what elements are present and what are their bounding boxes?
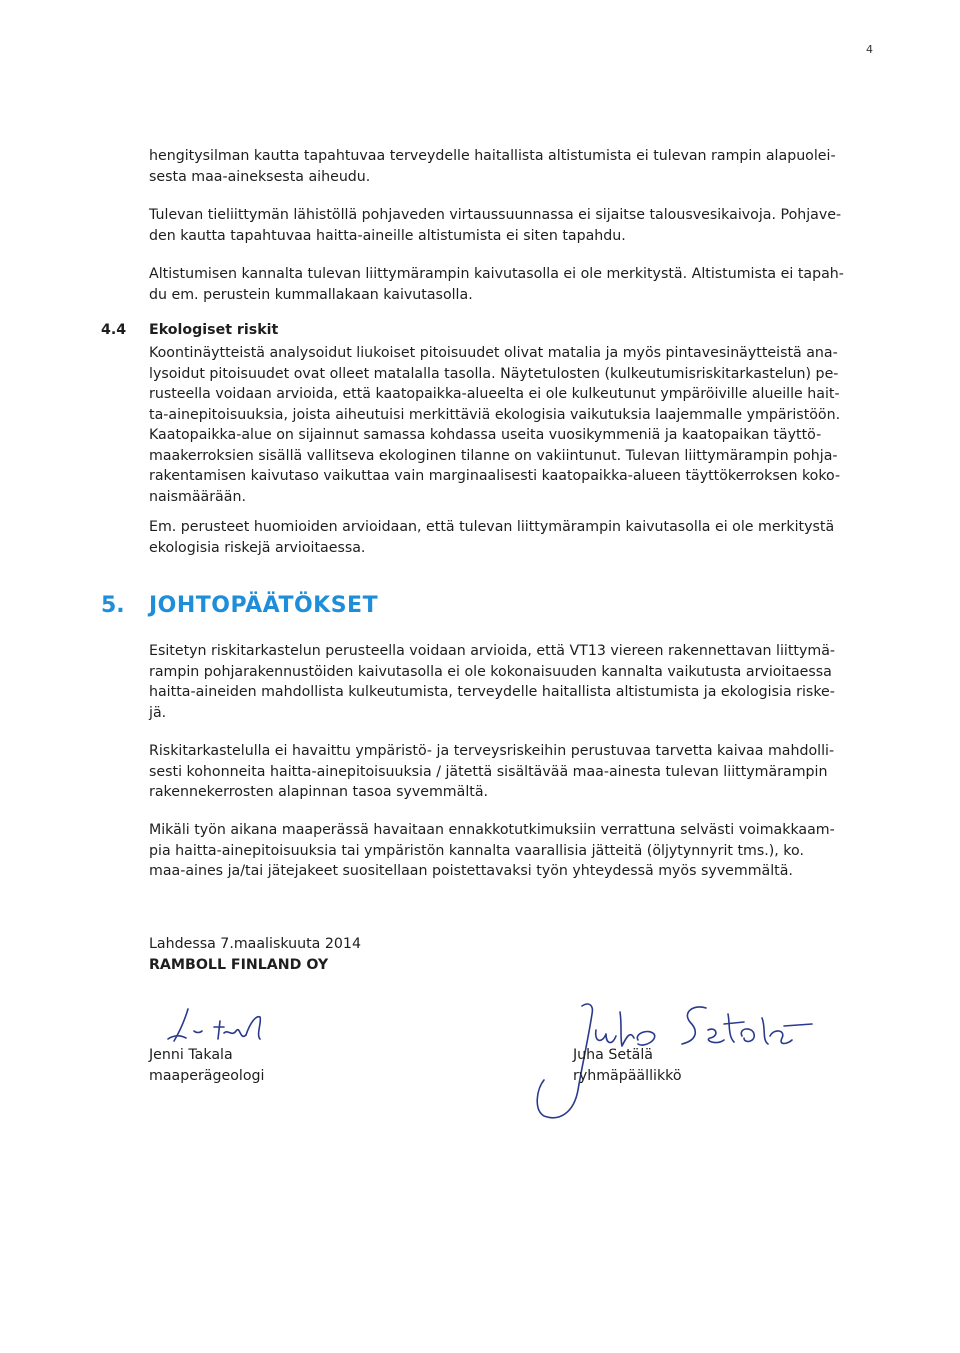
signatory-name: Juha Setälä bbox=[573, 1047, 653, 1063]
text-line: ekologisia riskejä arvioitaessa. bbox=[149, 539, 366, 556]
text-line: maa-aines ja/tai jätejakeet suositellaan poistettavaksi työn yhteydessä myös syvemmältä. bbox=[149, 863, 793, 879]
text-line: rakennekerrosten alapinnan tasoa syvemmältä. bbox=[149, 784, 489, 800]
text-line: sesti kohonneita haitta-ainepitoisuuksia / jätettä sisältävää maa-ainesta tulevan liittymärampin bbox=[149, 763, 828, 780]
section-number: 4.4 bbox=[101, 322, 127, 338]
paragraph-3 bbox=[149, 264, 871, 305]
chapter-5-paragraph-1 bbox=[149, 641, 871, 723]
text-line: Koontinäytteistä analysoidut liukoiset pitoisuudet olivat matalia ja myös pintavesinäytteistä ana- bbox=[149, 345, 838, 361]
chapter-5-paragraph-2 bbox=[149, 741, 871, 803]
signatory-name: Jenni Takala bbox=[149, 1047, 233, 1063]
chapter-5-paragraph-3 bbox=[149, 820, 871, 882]
text-line: haitta-aineiden mahdollista kulkeutumista, terveydelle haitallista altistumista ja ekologisia riske- bbox=[149, 684, 835, 700]
chapter-title: JOHTOPÄÄTÖKSET bbox=[149, 593, 379, 618]
text-line: sesta maa-aineksesta aiheudu. bbox=[149, 168, 371, 185]
text-line: jä. bbox=[149, 704, 167, 721]
paragraph-2 bbox=[149, 205, 871, 246]
text-line: rakentamisen kaivutaso vaikuttaa vain marginaalisesti kaatopaikka-alueen täyttökerroksen koko- bbox=[149, 468, 841, 484]
text-line: lysoidut pitoisuudet ovat olleet matalalla tasolla. Näytetulosten (kulkeutumisriskitarkastelun) pe- bbox=[149, 365, 839, 382]
text-line: den kautta tapahtuvaa haitta-aineille altistumista ei siten tapahdu. bbox=[149, 227, 626, 244]
text-line: hengitysilman kautta tapahtuvaa terveydelle haitallista altistumista ei tulevan rampin alapuolei- bbox=[149, 148, 836, 164]
text-line: naismäärään. bbox=[149, 488, 246, 505]
signatory-title: ryhmäpäällikkö bbox=[573, 1068, 682, 1084]
text-line: Altistumisen kannalta tulevan liittymärampin kaivutasolla ei ole merkitystä. Altistumista ei tapah- bbox=[149, 266, 844, 282]
text-line: Riskitarkastelulla ei havaittu ympäristö- ja terveysriskeihin perustuvaa tarvetta kaivaa mahdolli- bbox=[149, 743, 835, 759]
signatory-2 bbox=[573, 1045, 682, 1087]
page-number: 4 bbox=[866, 43, 873, 56]
paragraph-1 bbox=[149, 146, 871, 187]
section-title: Ekologiset riskit bbox=[149, 322, 279, 338]
company-name: RAMBOLL FINLAND OY bbox=[149, 957, 329, 973]
text-line: Esitetyn riskitarkastelun perusteella voidaan arvioida, että VT13 viereen rakennettavan liittymä- bbox=[149, 643, 836, 659]
text-line: rusteella voidaan arvioida, että kaatopaikka-alueelta ei ole kulkeutunut ympäröiville alueille hait- bbox=[149, 386, 840, 402]
text-line: rampin pohjarakennustöiden kaivutasolla ei ole kokonaisuuden kannalta vaikutusta arvioitaessa bbox=[149, 663, 832, 680]
text-line: maakerroksien sisällä vallitseva ekologinen tilanne on vakiintunut. Tulevan liittymärampin pohja- bbox=[149, 447, 838, 464]
signatory-title: maaperägeologi bbox=[149, 1068, 265, 1084]
signatory-1 bbox=[149, 1045, 264, 1087]
section-4-4-body bbox=[149, 343, 871, 507]
chapter-number: 5. bbox=[101, 593, 125, 618]
text-line: du em. perustein kummallakaan kaivutasolla. bbox=[149, 286, 473, 303]
text-line: Tulevan tieliittymän lähistöllä pohjaveden virtaussuunnassa ei sijaitse talousvesikaivoja. Pohjave- bbox=[149, 207, 842, 223]
closing-block bbox=[149, 934, 361, 976]
text-line: pia haitta-ainepitoisuuksia tai ympäristön kannalta vaarallisia jätteitä (öljytynnyrit tms.), ko. bbox=[149, 842, 804, 859]
text-line: Kaatopaikka-alue on sijainnut samassa kohdassa useita vuosikymmeniä ja kaatopaikan täyttö- bbox=[149, 427, 822, 443]
text-line: Mikäli työn aikana maaperässä havaitaan ennakkotutkimuksiin verrattuna selvästi voimakkaam- bbox=[149, 822, 835, 838]
text-line: ta-ainepitoisuuksia, joista aiheutuisi merkittäviä ekologisia vaikutuksia laajemmalle ympäristöön. bbox=[149, 406, 841, 423]
text-line: Em. perusteet huomioiden arvioidaan, että tulevan liittymärampin kaivutasolla ei ole merkitystä bbox=[149, 519, 835, 535]
section-4-4-body-2 bbox=[149, 517, 871, 558]
place-date: Lahdessa 7.maaliskuuta 2014 bbox=[149, 936, 361, 952]
